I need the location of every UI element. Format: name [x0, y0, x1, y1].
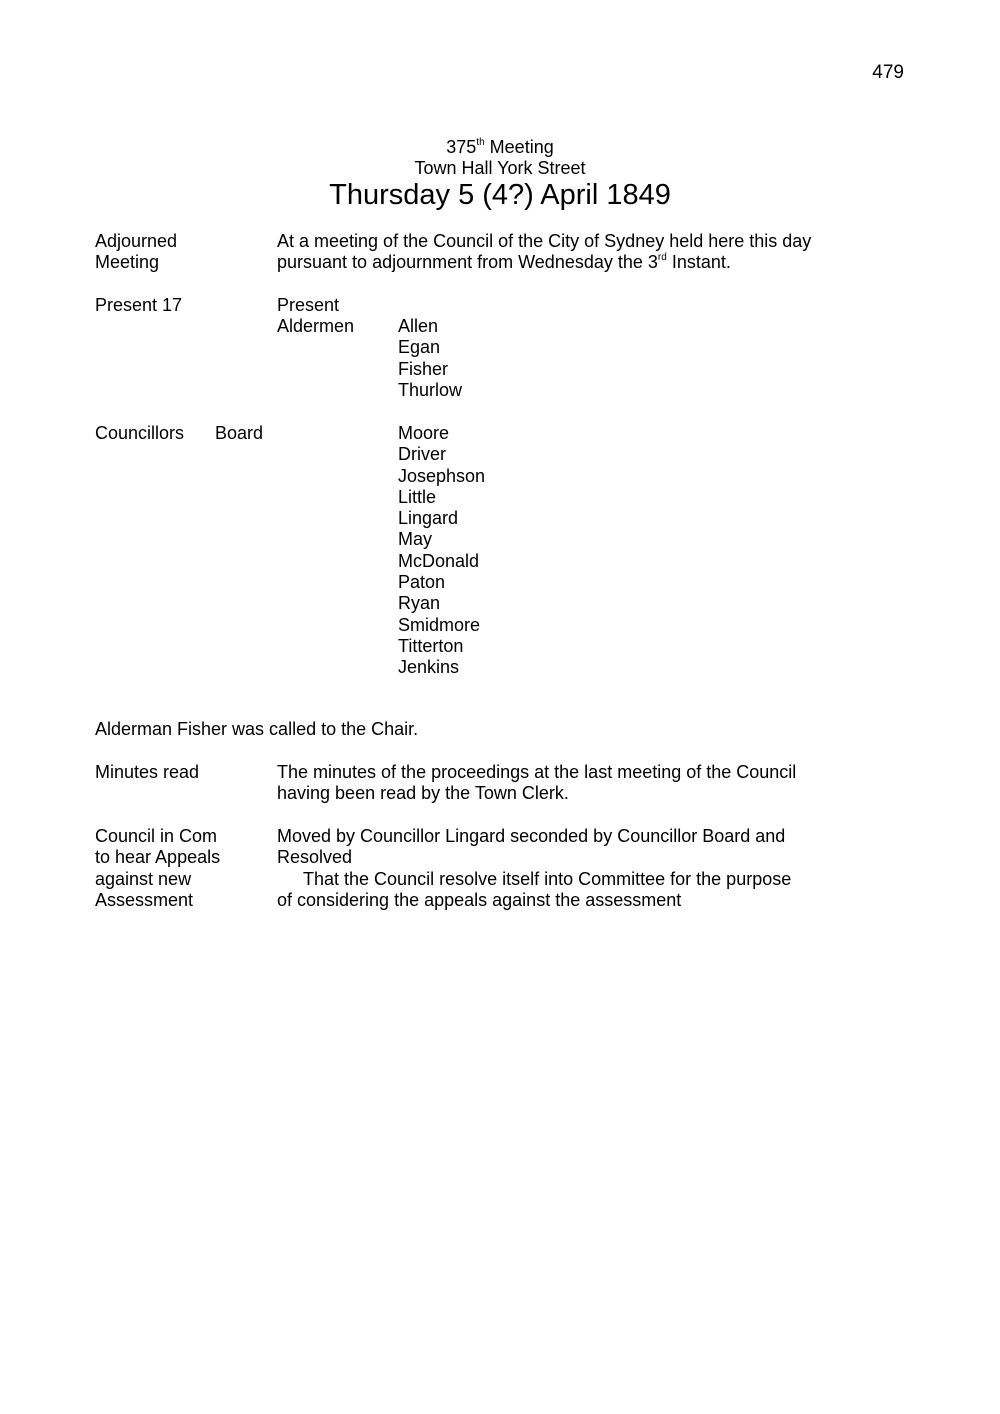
present-count-label: Present 17: [95, 295, 183, 315]
meeting-venue: Town Hall York Street: [414, 158, 586, 178]
councillor-name: May: [398, 529, 433, 550]
paragraph-line: pursuant to adjournment from Wednesday the 3rd Instant.: [277, 252, 731, 273]
meeting-number-value: 375: [446, 137, 477, 157]
appeals-margin-label: [95, 826, 220, 911]
page-number: 479: [872, 62, 904, 83]
councillor-name: McDonald: [398, 550, 480, 571]
councillor-name: Ryan: [398, 593, 441, 614]
alderman-name: Thurlow: [398, 379, 463, 400]
councillors-label: Councillors: [95, 423, 185, 443]
minutes-margin-label: Minutes read: [95, 762, 200, 782]
adjourned-margin-label: [95, 231, 177, 274]
margin-label-line: Adjourned: [95, 231, 178, 251]
paragraph-line: The minutes of the proceedings at the last meeting of the Council: [277, 762, 797, 782]
margin-label-line: Assessment: [95, 889, 194, 910]
paragraph-line: having been read by the Town Clerk.: [277, 783, 569, 804]
margin-label-line: against new: [95, 868, 192, 889]
councillor-name: Titterton: [398, 635, 464, 656]
minutes-paragraph: [277, 762, 796, 805]
paragraph-line: Moved by Councillor Lingard seconded by Councillor Board and: [277, 826, 786, 846]
aldermen-list: [398, 316, 462, 401]
paragraph-line: of considering the appeals against the assessment: [277, 889, 682, 910]
meeting-number: [0, 137, 1000, 158]
alderman-name: Allen: [398, 316, 439, 336]
appeals-paragraph: [277, 826, 791, 911]
councillor-name: Josephson: [398, 465, 486, 486]
adjourned-paragraph: [277, 231, 811, 274]
councillor-name: Smidmore: [398, 614, 481, 635]
councillor-name: Lingard: [398, 508, 459, 529]
councillor-name: Jenkins: [398, 657, 460, 678]
meeting-date-title: Thursday 5 (4?) April 1849: [329, 179, 671, 211]
councillor-board: Board: [215, 423, 264, 443]
councillor-name: Little: [398, 486, 437, 507]
meeting-word: Meeting: [484, 137, 554, 157]
resolution-line: That the Council resolve itself into Committee for the purpose: [303, 868, 792, 889]
present-heading: Present: [277, 295, 340, 315]
margin-label-line: Council in Com: [95, 826, 218, 846]
aldermen-label: Aldermen: [277, 316, 355, 336]
councillors-list: [398, 423, 485, 679]
resolved-line: Resolved: [277, 847, 353, 868]
councillor-name: Paton: [398, 572, 446, 593]
margin-label-line: Meeting: [95, 252, 160, 273]
margin-label-line: to hear Appeals: [95, 847, 221, 868]
paragraph-line: At a meeting of the Council of the City of Sydney held here this day: [277, 231, 812, 251]
alderman-name: Fisher: [398, 358, 449, 379]
councillor-name: Moore: [398, 423, 450, 443]
councillor-name: Driver: [398, 444, 446, 465]
ordinal-suffix: rd: [657, 252, 667, 264]
meeting-number-suffix: th: [476, 137, 485, 148]
alderman-name: Egan: [398, 337, 441, 358]
chair-statement: Alderman Fisher was called to the Chair.: [95, 719, 419, 739]
